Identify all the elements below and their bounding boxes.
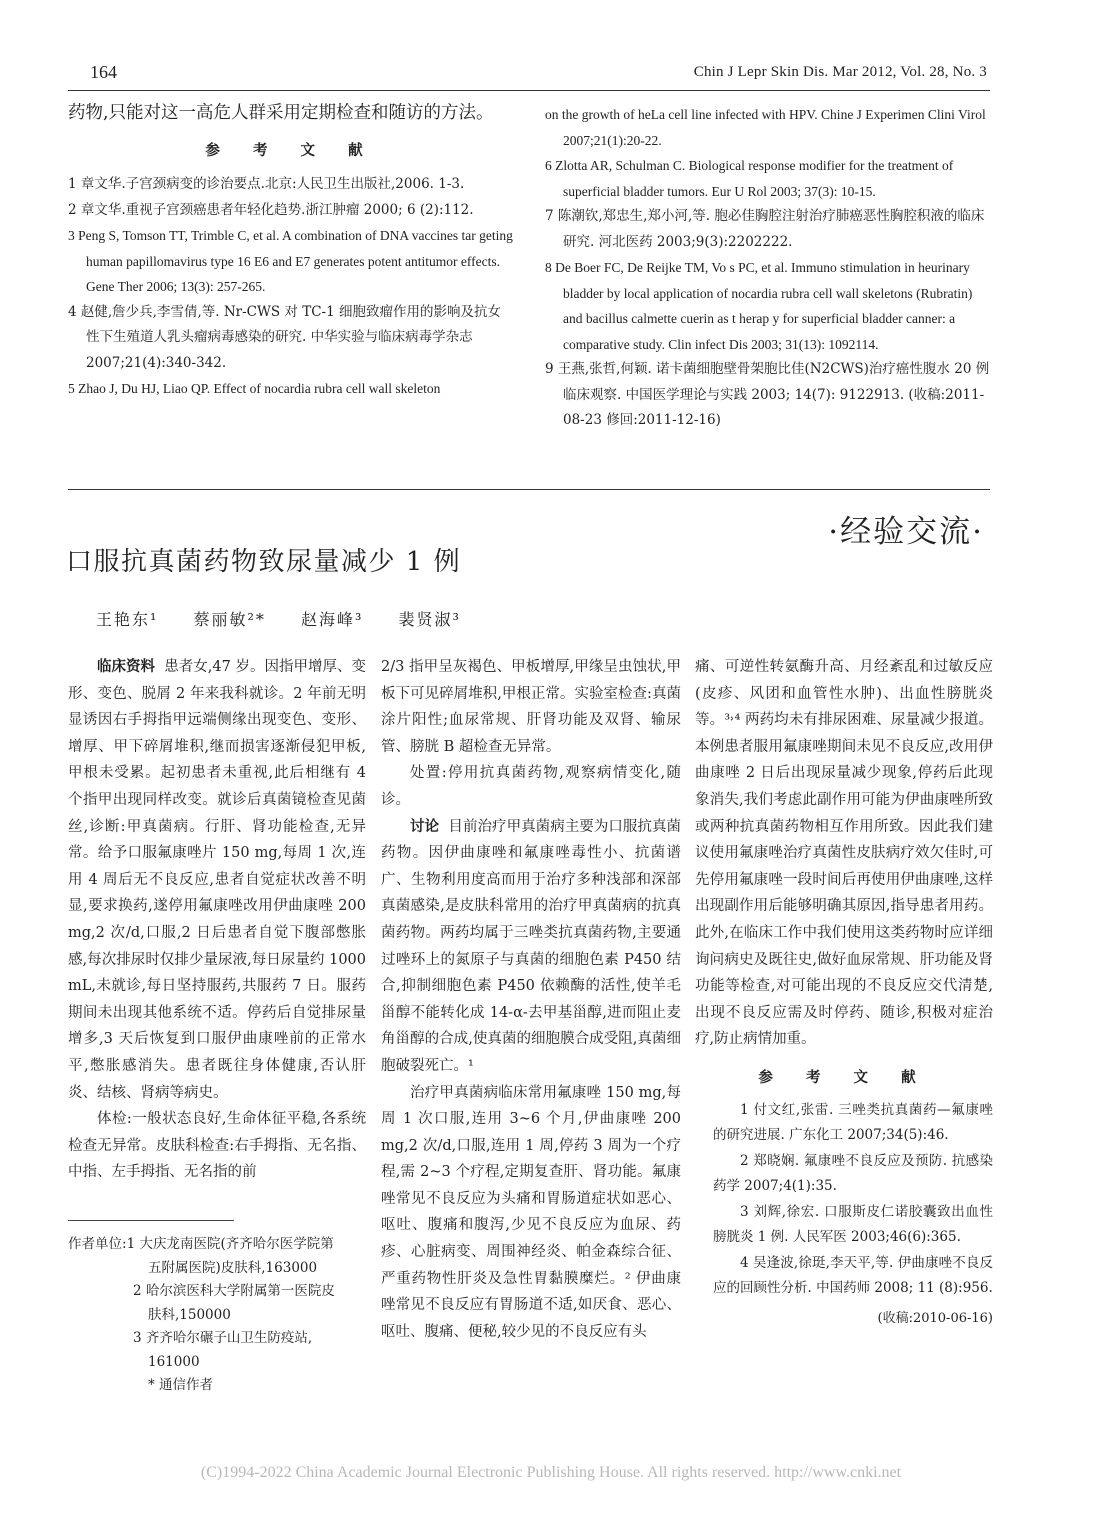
reference-item: 9 王燕,张哲,何颖. 诺卡菌细胞壁骨架胞比佳(N2CWS)治疗癌性腹水 20 例临床观察. 中国医学理论与实践 2003; 14(7): 9122913. (收稿:2011-08-23 修回:2011-12-16) [545, 361, 990, 428]
author-name: 裴贤淑³ [398, 610, 461, 629]
reference-item: 1 章文华.子宫颈病变的诊治要点.北京:人民卫生出版社,2006. 1-3. [68, 176, 465, 192]
reference-item: 3 刘辉,徐宏. 口服斯皮仁诺胶囊致出血性膀胱炎 1 例. 人民军医 2003;46(6):365. [713, 1203, 993, 1245]
paragraph: 治疗甲真菌病临床常用氟康唑 150 mg,每周 1 次口服,连用 3~6 个月,伊曲康唑 200 mg,2 次/d,口服,连用 1 周,停药 3 周为一个疗程,需 2~3 个疗程,定期复查肝、肾功能。氟康唑常见不良反应为头痛和胃肠道症状如恶心、呕吐、腹痛和腹泻,少见不良反应为血尿、药疹、心脏病变、周围神经炎、帕金森综合征、严重药物性肝炎及急性胃黏膜糜烂。² 伊曲康唑常见不良反应有胃肠道不适,如厌食、恶心、呕吐、腹痛、便秘,较少见的不良反应有头 [381, 1084, 681, 1340]
affiliation-line [68, 1233, 370, 1257]
reference-item: 4 吴逢波,徐珽,李天平,等. 伊曲康唑不良反应的回顾性分析. 中国药师 2008; 11 (8):956. [713, 1254, 993, 1296]
body-column-3 [695, 654, 993, 1332]
reference-item: 5 Zhao J, Du HJ, Liao QP. Effect of nocardia rubra cell wall skeleton [68, 381, 441, 396]
author-name: 王艳东¹ [96, 610, 159, 629]
footnote-rule [68, 1220, 234, 1221]
reference-item: 4 赵健,詹少兵,李雪倩,等. Nr-CWS 对 TC-1 细胞致瘤作用的影响及抗女性下生殖道人乳头瘤病毒感染的研究. 中华实验与临床病毒学杂志 2007;21(4):340-342. [68, 303, 501, 371]
copyright-footer: (C)1994-2022 China Academic Journal Electronic Publishing House. All rights reserved. http://www.cnki.net [200, 1464, 902, 1481]
references-heading: 参 考 文 献 [758, 1068, 930, 1086]
page-number: 164 [90, 62, 117, 82]
affiliation-line: 肤科,150000 [148, 1306, 231, 1323]
affiliation-line: 五附属医院)皮肤科,163000 [148, 1259, 318, 1276]
paragraph [68, 654, 366, 1106]
paragraph: 体检:一般状态良好,生命体征平稳,各系统检查无异常。皮肤科检查:右手拇指、无名指、中指、左手拇指、无名指的前 [68, 1111, 366, 1181]
top-right-column [545, 102, 991, 434]
paragraph: 痛、可逆性转氨酶升高、月经紊乱和过敏反应(皮疹、风团和血管性水肿)、出血性膀胱炎等。³˒⁴ 两药均未有排尿困难、尿量减少报道。本例患者服用氟康唑期间未见不良反应,改用伊曲康唑 2 日后出现尿量减少现象,停药后此现象消失,我们考虑此副作用可能为伊曲康唑所致或两种抗真菌药物相互作用所致。因此我们建议使用氟康唑治疗真菌性皮肤病疗效欠佳时,可先停用氟康唑一段时间后再使用伊曲康唑,这样出现副作用后能够明确其原因,指导患者用药。此外,在临床工作中我们使用这类药物时应详细询问病史及既往史,做好血尿常规、肝功能及肾功能等检查,对可能出现的不良反应交代清楚,出现不良反应需及时停药、随诊,积极对症治疗,防止病情加重。 [695, 659, 993, 1048]
affiliation-text: 1 大庆龙南医院(齐齐哈尔医学院第 [126, 1236, 334, 1252]
author-list [96, 607, 489, 630]
article-title: 口服抗真菌药物致尿量减少 1 例 [66, 547, 462, 577]
paragraph-text: 目前治疗甲真菌病主要为口服抗真菌药物。因伊曲康唑和氟康唑毒性小、抗菌谱广、生物利用度高而用于治疗多种浅部和深部真菌感染,是皮肤科常用的治疗甲真菌病的抗真菌药物。两药均属于三唑类抗真菌药物,主要通过唑环上的氮原子与真菌的细胞色素 P450 结合,抑制细胞色素 P450 依赖酶的活性,使羊毛甾醇不能转化成 14-α-去甲基甾醇,进而阻止麦角甾醇的合成,使真菌的细胞膜合成受阻,真菌细胞破裂死亡。¹ [381, 818, 682, 1074]
affiliation-line: 2 哈尔滨医科大学附属第一医院皮 [133, 1283, 335, 1299]
run-in-heading: 讨论 [410, 817, 440, 835]
reference-item: 2 郑晓娴. 氟康唑不良反应及预防. 抗感染药学 2007;4(1):35. [713, 1152, 993, 1194]
affiliation-label: 作者单位: [68, 1236, 127, 1252]
run-in-heading: 临床资料 [97, 658, 156, 675]
paragraph-text: 患者女,47 岁。因指甲增厚、变形、变色、脱屑 2 年来我科就诊。2 年前无明显诱因右手拇指甲远端侧缘出现变色、变形、增厚、甲下碎屑堆积,继而损害逐渐侵犯甲板,甲根未受累。起初患者未重视,此后相继有 4 个指甲出现同样改变。就诊后真菌镜检查见菌丝,诊断:甲真菌病。行肝、肾功能检查,无异常。给予口服氟康唑片 150 mg,每周 1 次,连用 4 周后无不良反应,患者自觉症状改善不明显,要求换药,遂停用氟康唑改用伊曲康唑 200 mg,2 次/d,口服,2 日后患者自觉下腹部憋胀感,每次排尿时仅排少量尿液,每日尿量约 1000 mL,未就诊,每日坚持服药,共服药 7 日。服药期间未出现其他系统不适。停药后自觉排尿量增多,3 天后恢复到口服伊曲康唑前的正常水平,憋胀感消失。患者既往身体健康,否认肝炎、结核、肾病等病史。 [68, 659, 367, 1101]
reference-item: 8 De Boer FC, De Reijke TM, Vo s PC, et al. Immuno stimulation in heurinary bladder by local application of nocardia rubra cell wall skeletons (Rubratin) and bacillus calmette cuerin as t herap y for superficial bladder canner: a comparative study. Clin infect Dis 2003; 31(13): 1092114. [545, 260, 973, 352]
reference-item: on the growth of heLa cell line infected with HPV. Chine J Experimen Clini Virol 2007;21(1):20-22. [545, 107, 986, 148]
reference-item: 2 章文华.重视子宫颈癌患者年轻化趋势.浙江肿瘤 2000; 6 (2):112. [68, 201, 474, 218]
reference-item: 3 Peng S, Tomson TT, Trimble C, et al. A combination of DNA vaccines tar geting human papillomavirus type 16 E6 and E7 generates potent antitumor effects. Gene Ther 2006; 13(3): 257-265. [68, 228, 513, 294]
paragraph: 处置:停用抗真菌药物,观察病情变化,随诊。 [381, 765, 681, 808]
reference-item: 6 Zlotta AR, Schulman C. Biological response modifier for the treatment of superficial bladder tumors. Eur U Rol 2003; 37(3): 10-15. [545, 158, 954, 199]
body-column-1 [68, 654, 366, 1186]
continued-text: 药物,只能对这一高危人群采用定期检查和随访的方法。 [68, 103, 494, 123]
received-date: (收稿:2010-06-16) [877, 1310, 993, 1326]
reference-item: 1 付文红,张雷. 三唑类抗真菌药—氟康唑的研究进展. 广东化工 2007;34(5):46. [713, 1101, 993, 1143]
header-rule [68, 90, 990, 91]
section-rule [68, 489, 990, 490]
reference-item: 7 陈潮钦,郑忠生,郑小河,等. 胞必佳胸腔注射治疗肺癌恶性胸腔积液的临床研究. 河北医药 2003;9(3):2202222. [545, 208, 985, 250]
references-heading: 参 考 文 献 [205, 142, 377, 159]
author-affiliations [68, 1233, 370, 1398]
corresponding-note: * 通信作者 [148, 1377, 214, 1393]
body-column-2 [381, 654, 681, 1345]
affiliation-line: 161000 [148, 1353, 200, 1370]
top-left-column [68, 98, 514, 402]
section-heading: ·经验交流· [828, 514, 984, 550]
author-name: 赵海峰³ [301, 610, 364, 629]
author-name: 蔡丽敏²* [193, 610, 266, 629]
paragraph [381, 814, 681, 1080]
journal-citation: Chin J Lepr Skin Dis. Mar 2012, Vol. 28, No. 3 [693, 64, 987, 80]
paragraph: 2/3 指甲呈灰褐色、甲板增厚,甲缘呈虫蚀状,甲板下可见碎屑堆积,甲根正常。实验室检查:真菌涂片阳性;血尿常规、肝肾功能及双肾、输尿管、膀胱 B 超检查无异常。 [381, 659, 681, 755]
affiliation-line: 3 齐齐哈尔碾子山卫生防疫站, [133, 1330, 313, 1346]
